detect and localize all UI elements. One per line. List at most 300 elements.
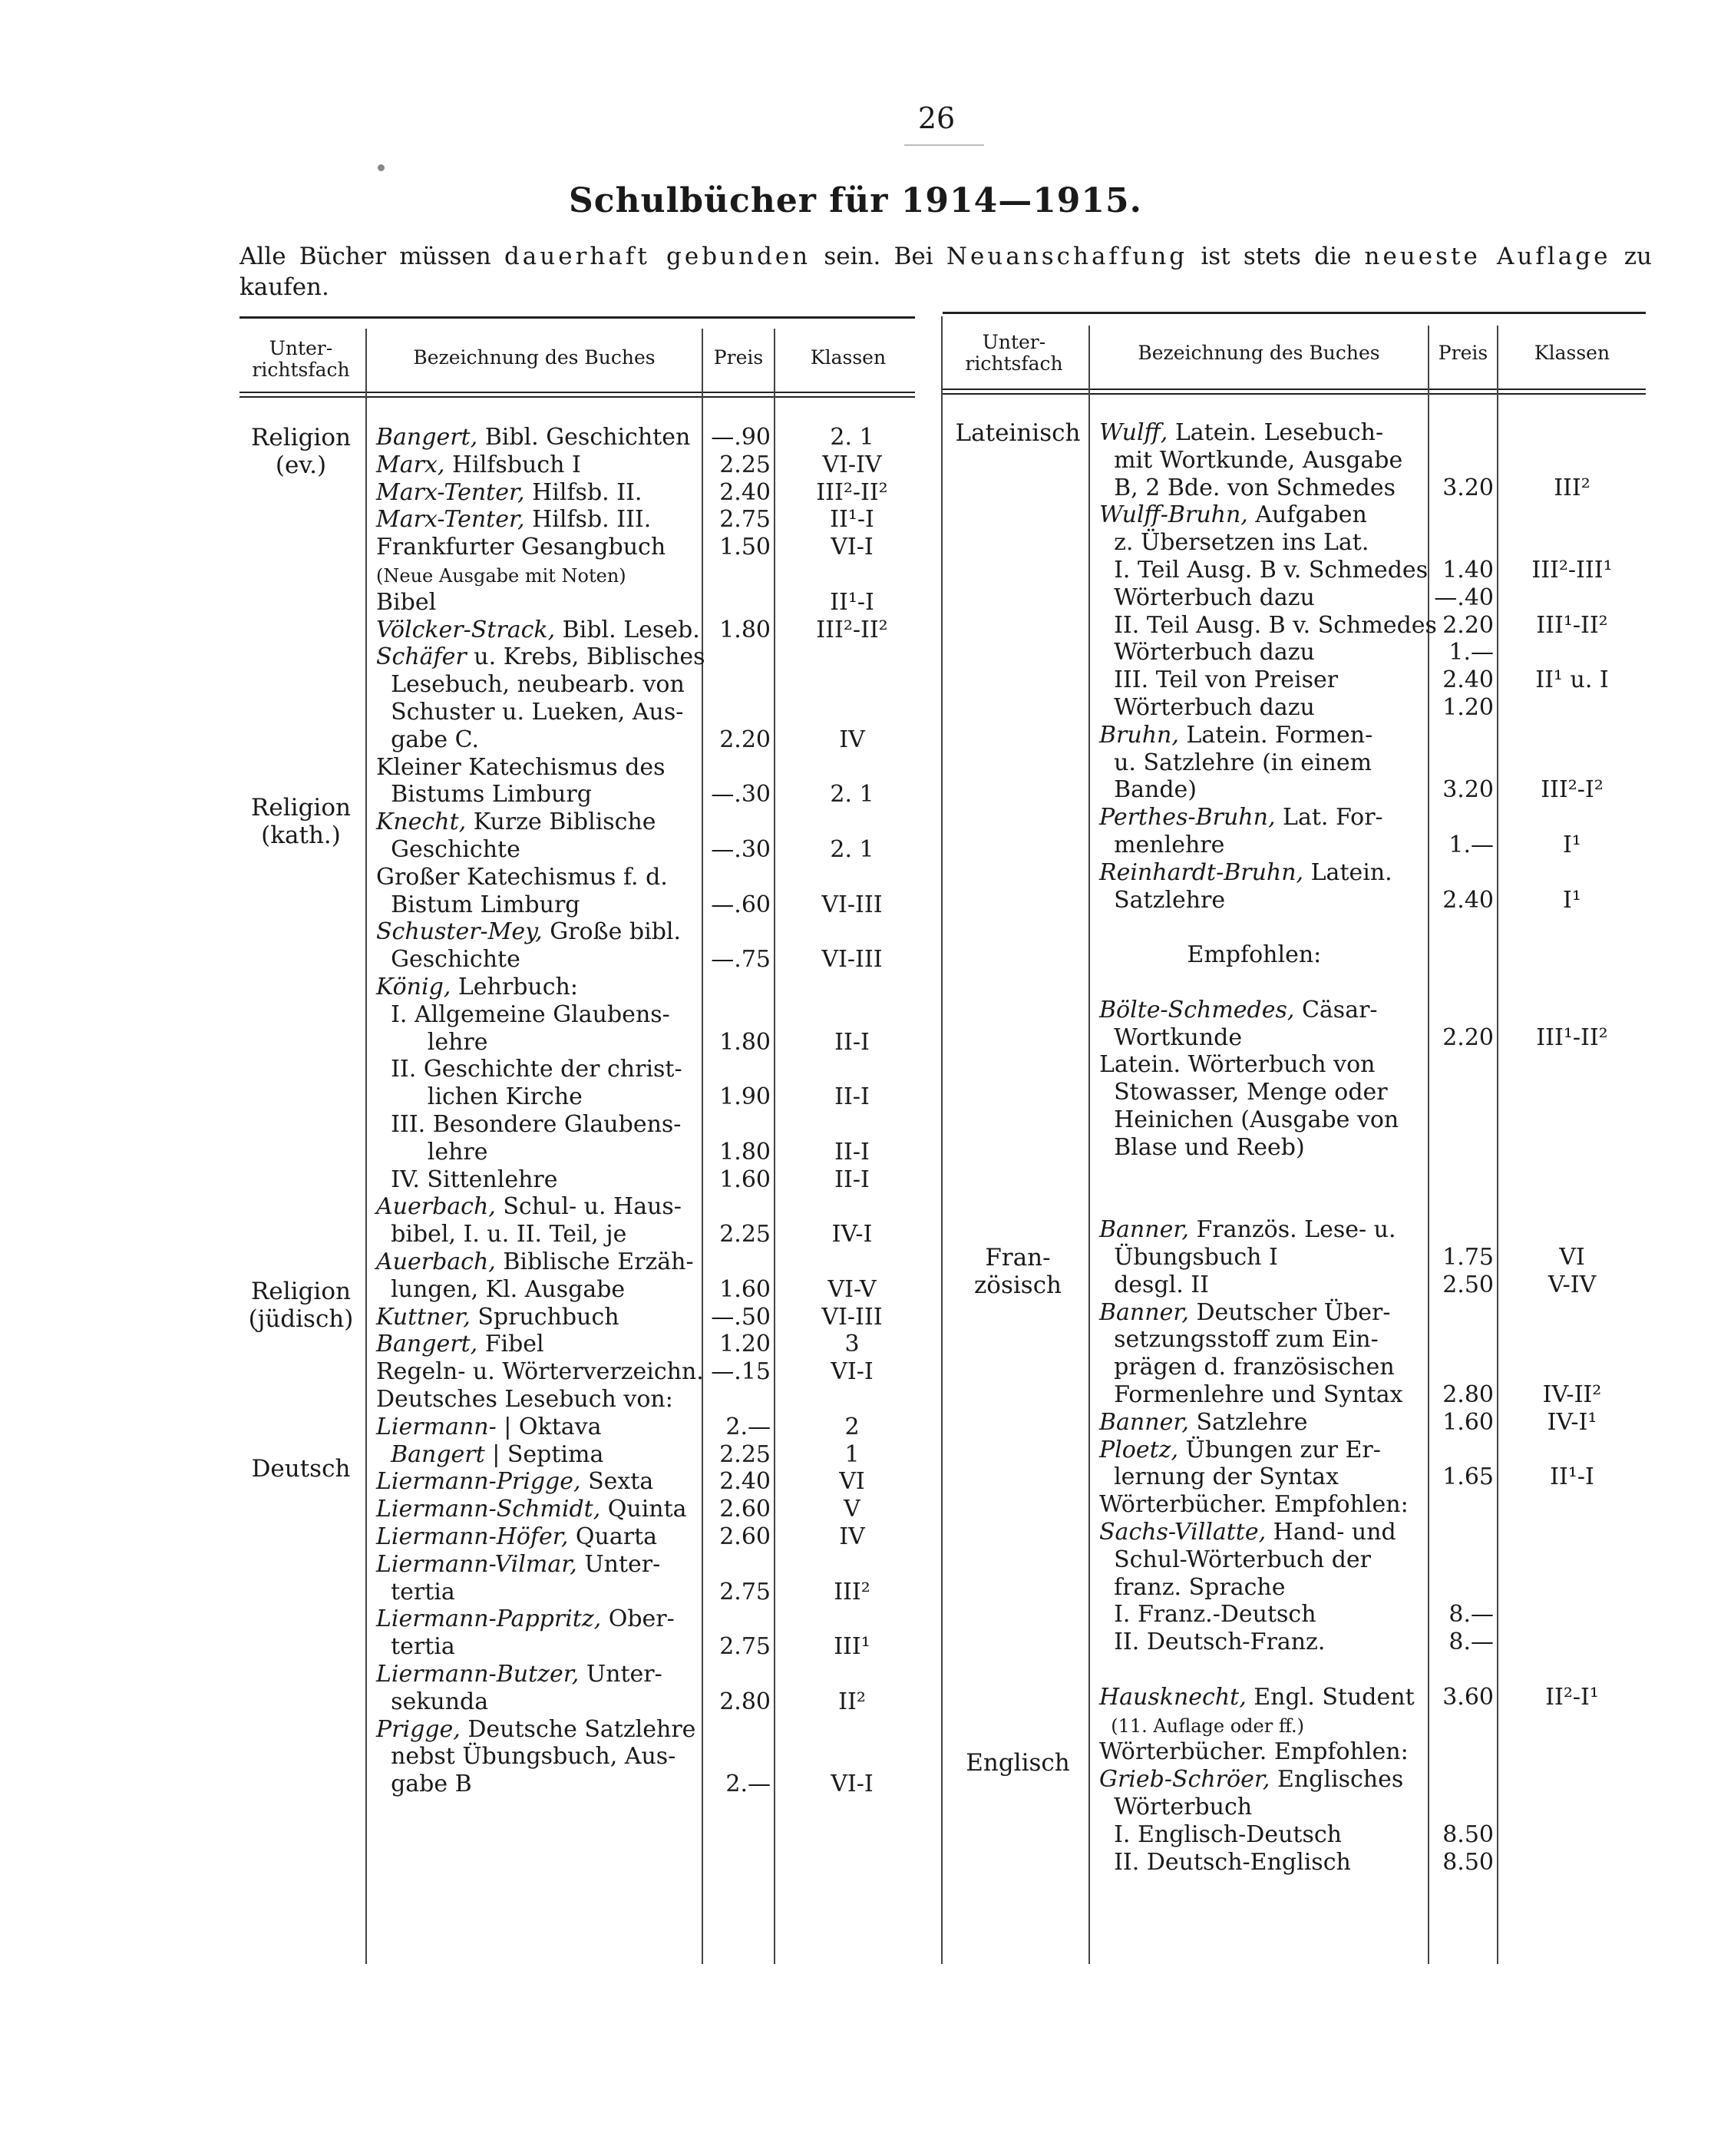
price: 3.20 bbox=[1442, 776, 1494, 804]
author-name: Bölte-Schmedes, bbox=[1099, 996, 1295, 1023]
header-subject: Unter- richtsfach bbox=[252, 337, 350, 381]
book-title bbox=[1099, 832, 1428, 859]
book-text: Ober- bbox=[601, 1605, 675, 1633]
book-text: Wörterbuch dazu bbox=[1099, 639, 1315, 666]
price: 1.— bbox=[1448, 832, 1494, 858]
book-text: III. Besondere Glaubens- bbox=[376, 1111, 682, 1138]
header-price: Preis bbox=[713, 346, 764, 369]
author-name: Prigge, bbox=[376, 1715, 461, 1743]
book-text: Bistum Limburg bbox=[376, 891, 580, 918]
classes: VI-I bbox=[831, 534, 874, 561]
subject-label: Religion (ev.) bbox=[251, 424, 351, 479]
speck bbox=[378, 164, 385, 171]
book-text: Übungsbuch I bbox=[1099, 1244, 1278, 1271]
price: —.15 bbox=[711, 1358, 771, 1386]
price: 1.40 bbox=[1442, 557, 1494, 584]
book-title bbox=[1099, 1216, 1428, 1244]
left-table-header-rule bbox=[239, 396, 915, 398]
book-text: Unter- bbox=[576, 1550, 661, 1578]
price: 2.60 bbox=[719, 1496, 771, 1523]
price: 2.25 bbox=[719, 1440, 771, 1468]
author-name: Marx-Tenter, bbox=[376, 478, 525, 506]
book-text: tertia bbox=[376, 1578, 455, 1605]
book-text: Unter- bbox=[579, 1661, 662, 1688]
book-title bbox=[1099, 475, 1428, 502]
book-title bbox=[1099, 887, 1428, 914]
book-title bbox=[376, 451, 702, 479]
classes: II¹-I bbox=[1550, 1463, 1594, 1491]
price: 2.20 bbox=[719, 726, 771, 753]
book-title bbox=[1099, 1299, 1428, 1327]
price: 2.40 bbox=[719, 1468, 771, 1496]
book-text: Englisches bbox=[1270, 1766, 1404, 1794]
classes: III² bbox=[834, 1578, 870, 1605]
book-text: Geschichte bbox=[376, 946, 520, 974]
book-text: Lat. For- bbox=[1275, 804, 1383, 832]
book-title bbox=[1099, 1463, 1428, 1491]
price: 2.25 bbox=[719, 451, 771, 478]
book-title bbox=[376, 1688, 702, 1716]
price: 2.40 bbox=[1442, 886, 1494, 914]
book-title bbox=[376, 781, 702, 808]
classes: VI-III bbox=[821, 891, 883, 918]
book-title bbox=[376, 1414, 702, 1441]
book-text: Aufgaben bbox=[1247, 501, 1367, 529]
header-price: Preis bbox=[1438, 342, 1488, 364]
book-title bbox=[1099, 1546, 1428, 1574]
book-text: II. Deutsch-Franz. bbox=[1099, 1629, 1326, 1656]
price: 1.— bbox=[1448, 639, 1494, 666]
price: 3.60 bbox=[1442, 1683, 1494, 1711]
book-title bbox=[376, 1716, 702, 1744]
book-text: menlehre bbox=[1099, 832, 1225, 858]
book-title bbox=[376, 891, 702, 919]
book-text: Deutsche Satzlehre bbox=[460, 1715, 696, 1743]
book-text: Wörterbuch dazu bbox=[1099, 584, 1315, 611]
classes: 2. 1 bbox=[830, 424, 874, 451]
book-text: Lehrbuch: bbox=[451, 974, 578, 1000]
price: 1.60 bbox=[719, 1275, 771, 1303]
book-title bbox=[1099, 1134, 1428, 1162]
price: 1.80 bbox=[719, 1138, 771, 1166]
author-name: Banner, bbox=[1099, 1216, 1189, 1244]
intro-paragraph bbox=[239, 241, 1652, 303]
header-book: Bezeichnung des Buches bbox=[413, 346, 656, 369]
classes: 2. 1 bbox=[830, 781, 874, 808]
book-text: Schul- u. Haus- bbox=[495, 1193, 682, 1221]
intro-text: sein. Bei bbox=[811, 243, 946, 270]
classes: II² bbox=[838, 1688, 866, 1715]
book-title bbox=[1099, 1409, 1428, 1437]
book-title bbox=[376, 1661, 702, 1688]
book-text: Sexta bbox=[580, 1468, 654, 1496]
book-title bbox=[1099, 1684, 1428, 1711]
book-title bbox=[1099, 1024, 1428, 1052]
book-title bbox=[376, 561, 702, 590]
book-text: Übungen zur Er- bbox=[1178, 1436, 1381, 1463]
book-title bbox=[1099, 1271, 1428, 1299]
book-title bbox=[1099, 941, 1428, 969]
subject-label: Religion (jüdisch) bbox=[248, 1278, 354, 1333]
book-text: II. Teil Ausg. B v. Schmedes bbox=[1099, 611, 1437, 639]
classes: VI-III bbox=[821, 946, 883, 974]
book-title bbox=[1099, 859, 1428, 887]
book-text: z. Übersetzen ins Lat. bbox=[1099, 529, 1369, 557]
book-title bbox=[376, 1771, 702, 1798]
author-name: Ploetz, bbox=[1099, 1436, 1178, 1463]
book-text: Satzlehre bbox=[1099, 886, 1226, 914]
book-text: Hand- und bbox=[1266, 1519, 1396, 1546]
book-text: Spruchbuch bbox=[470, 1303, 619, 1331]
book-title bbox=[376, 534, 702, 561]
price: 8.50 bbox=[1442, 1848, 1494, 1876]
intro-emph: neueste Auflage bbox=[1364, 243, 1611, 270]
book-text: Bibl. Leseb. bbox=[555, 616, 700, 643]
book-title bbox=[376, 726, 702, 754]
book-text: Cäsar- bbox=[1294, 996, 1378, 1023]
book-title bbox=[1099, 501, 1428, 529]
right-table-header-rule bbox=[943, 393, 1646, 395]
classes: IV bbox=[839, 1523, 865, 1550]
book-text: Lesebuch, neubearb. von bbox=[376, 671, 685, 699]
classes: 2 bbox=[844, 1413, 860, 1440]
classes: IV-I¹ bbox=[1547, 1408, 1597, 1436]
book-title bbox=[376, 808, 702, 836]
right-col-divider bbox=[1088, 326, 1090, 1964]
book-text: Geschichte bbox=[376, 836, 520, 863]
price: —.60 bbox=[711, 891, 771, 918]
book-text: Kleiner Katechismus des bbox=[376, 753, 666, 781]
author-name: Banner, bbox=[1099, 1298, 1189, 1326]
classes: III² bbox=[1554, 474, 1590, 501]
book-text: Hilfsb. III. bbox=[524, 506, 652, 534]
book-title bbox=[376, 617, 702, 644]
left-table-header-rule bbox=[239, 392, 915, 393]
book-text: II. Geschichte der christ- bbox=[376, 1056, 682, 1083]
book-title bbox=[1099, 1629, 1428, 1656]
left-table-top-rule bbox=[239, 316, 915, 319]
classes: VI bbox=[1559, 1244, 1585, 1271]
book-text: Große bibl. bbox=[542, 918, 682, 946]
book-title bbox=[376, 918, 702, 946]
book-text: Wörterbuch bbox=[1099, 1794, 1253, 1820]
classes: II-I bbox=[834, 1166, 870, 1193]
author-name: Wulff-Bruhn, bbox=[1099, 501, 1248, 529]
book-title bbox=[1099, 1849, 1428, 1877]
book-title bbox=[1099, 1738, 1428, 1766]
book-text: Bande) bbox=[1099, 776, 1197, 804]
author-name: Bangert, bbox=[376, 1331, 478, 1358]
author-name: Hausknecht, bbox=[1099, 1683, 1247, 1711]
price: 1.80 bbox=[719, 1028, 771, 1056]
book-text: | Septima bbox=[484, 1440, 604, 1468]
book-text: I. Allgemeine Glaubens- bbox=[376, 1000, 670, 1028]
book-text: Wörterbuch dazu bbox=[1099, 694, 1315, 721]
author-name: Bruhn, bbox=[1099, 721, 1179, 749]
right-table-header-rule bbox=[943, 389, 1646, 390]
book-text: Wörterbücher. Empfohlen: bbox=[1099, 1738, 1409, 1766]
price: 1.60 bbox=[1442, 1408, 1494, 1436]
book-title bbox=[1099, 1079, 1428, 1106]
author-name: Kuttner, bbox=[376, 1303, 471, 1331]
book-title bbox=[1099, 611, 1437, 640]
book-text: Hilfsbuch I bbox=[444, 451, 581, 478]
classes: 2. 1 bbox=[830, 836, 874, 863]
book-title bbox=[1099, 1574, 1428, 1602]
price: 1.80 bbox=[719, 616, 771, 643]
book-title bbox=[376, 1496, 702, 1523]
author-name: Liermann-Butzer, bbox=[376, 1661, 580, 1688]
author-name: Schäfer bbox=[376, 643, 467, 671]
price: 2.40 bbox=[1442, 666, 1494, 694]
book-title bbox=[376, 1083, 702, 1111]
book-title bbox=[376, 974, 702, 1001]
classes: II¹-I bbox=[830, 506, 874, 534]
book-title bbox=[376, 1551, 702, 1579]
author-name: Reinhardt-Bruhn, bbox=[1099, 858, 1304, 886]
book-text: I. Franz.-Deutsch bbox=[1099, 1601, 1316, 1629]
classes: II¹-I bbox=[830, 588, 874, 616]
classes: II¹ u. I bbox=[1535, 666, 1609, 694]
book-text: Hilfsb. II. bbox=[524, 478, 642, 506]
book-title bbox=[1099, 1766, 1428, 1794]
book-text: (11. Auflage oder ff.) bbox=[1099, 1715, 1305, 1737]
header-classes: Klassen bbox=[810, 346, 887, 369]
book-text: gabe B bbox=[376, 1771, 472, 1798]
book-text: lungen, Kl. Ausgabe bbox=[376, 1275, 626, 1303]
classes: V-IV bbox=[1547, 1271, 1597, 1298]
book-text: Wörterbücher. Empfohlen: bbox=[1099, 1491, 1409, 1519]
book-title bbox=[376, 643, 705, 671]
author-name: Sachs-Villatte, bbox=[1099, 1519, 1267, 1546]
author-name: König, bbox=[376, 974, 451, 1000]
center-divider bbox=[941, 316, 943, 1964]
classes: II-I bbox=[834, 1028, 870, 1056]
price: 1.60 bbox=[719, 1166, 771, 1193]
classes: VI-III bbox=[821, 1303, 883, 1331]
book-text: desgl. II bbox=[1099, 1271, 1209, 1298]
price: 1.50 bbox=[719, 534, 771, 561]
book-title bbox=[376, 1579, 702, 1606]
classes: II-I bbox=[834, 1138, 870, 1166]
book-title bbox=[376, 1193, 702, 1221]
price: 1.20 bbox=[1442, 694, 1494, 721]
book-text: Quinta bbox=[600, 1496, 687, 1523]
book-text: bibel, I. u. II. Teil, je bbox=[376, 1221, 627, 1248]
book-text: lernung der Syntax bbox=[1099, 1463, 1339, 1491]
page-number: 26 bbox=[917, 101, 956, 135]
book-title bbox=[376, 864, 702, 891]
book-text: II. Deutsch-Englisch bbox=[1099, 1848, 1351, 1876]
book-text: Kurze Biblische bbox=[466, 808, 656, 836]
book-text: Deutsches Lesebuch von: bbox=[376, 1386, 673, 1413]
book-text: mit Wortkunde, Ausgabe bbox=[1099, 446, 1403, 474]
price: —.30 bbox=[711, 781, 771, 808]
classes: III¹ bbox=[834, 1633, 870, 1661]
book-title bbox=[1099, 419, 1428, 447]
classes: VI bbox=[839, 1468, 865, 1496]
price: —.75 bbox=[711, 946, 771, 974]
book-title bbox=[376, 1029, 702, 1057]
price: 2.20 bbox=[1442, 611, 1494, 639]
book-title bbox=[1099, 1711, 1428, 1741]
book-title bbox=[376, 1441, 702, 1469]
book-text: Schuster u. Lueken, Aus- bbox=[376, 699, 684, 726]
book-title bbox=[376, 946, 702, 974]
author-name: Knecht, bbox=[376, 808, 467, 836]
price: 2.75 bbox=[719, 506, 771, 534]
author-name: Bangert, bbox=[376, 424, 478, 451]
book-text: Bibl. Geschichten bbox=[477, 424, 691, 451]
price: 2.60 bbox=[719, 1523, 771, 1550]
book-title bbox=[376, 506, 702, 534]
book-title bbox=[1099, 997, 1428, 1024]
book-title bbox=[1099, 1106, 1428, 1134]
book-title bbox=[1099, 666, 1428, 694]
price: —.50 bbox=[711, 1303, 771, 1331]
book-title bbox=[376, 754, 702, 782]
book-title bbox=[1099, 1519, 1428, 1546]
book-text: Bibel bbox=[376, 588, 437, 616]
price: 1.75 bbox=[1442, 1244, 1494, 1271]
classes: III²-II² bbox=[816, 616, 888, 643]
book-title bbox=[376, 836, 702, 864]
price: 2.75 bbox=[719, 1633, 771, 1661]
book-text: IV. Sittenlehre bbox=[376, 1166, 558, 1193]
classes: III¹-II² bbox=[1536, 611, 1608, 639]
book-text: III. Teil von Preiser bbox=[1099, 666, 1339, 694]
book-text: Satzlehre bbox=[1188, 1408, 1308, 1436]
book-title bbox=[376, 1331, 702, 1358]
intro-emph: Neuanschaffung bbox=[946, 243, 1188, 270]
book-title bbox=[376, 1468, 702, 1496]
classes: IV bbox=[839, 726, 865, 753]
book-text: Bistums Limburg bbox=[376, 781, 592, 808]
book-title bbox=[1099, 1051, 1428, 1079]
book-title bbox=[376, 424, 702, 451]
subject-label: Religion (kath.) bbox=[251, 794, 351, 849]
classes: 3 bbox=[844, 1331, 860, 1358]
book-text: franz. Sprache bbox=[1099, 1573, 1286, 1601]
classes: VI-I bbox=[831, 1358, 874, 1386]
classes: II-I bbox=[834, 1083, 870, 1111]
book-title bbox=[376, 1358, 702, 1386]
left-col-divider bbox=[365, 329, 367, 1964]
book-text: Latein. Lesebuch- bbox=[1168, 419, 1384, 446]
price: 1.20 bbox=[719, 1331, 771, 1358]
price: 2.80 bbox=[719, 1688, 771, 1715]
classes: III²-I² bbox=[1541, 776, 1604, 804]
book-text: (Neue Ausgabe mit Noten) bbox=[376, 565, 626, 587]
book-text: sekunda bbox=[376, 1688, 489, 1715]
book-title bbox=[376, 1743, 702, 1771]
page-title: Schulbücher für 1914—1915. bbox=[569, 181, 1142, 220]
author-name: Liermann-Prigge, bbox=[376, 1468, 581, 1496]
book-title bbox=[1099, 694, 1428, 722]
subject-label: Deutsch bbox=[251, 1455, 351, 1483]
book-title bbox=[376, 1111, 702, 1139]
book-text: tertia bbox=[376, 1633, 455, 1661]
price: —.90 bbox=[711, 424, 771, 451]
book-title bbox=[376, 1248, 702, 1276]
intro-text: zu kaufen. bbox=[239, 243, 1652, 301]
price: 2.— bbox=[725, 1413, 771, 1440]
price: 2.— bbox=[725, 1771, 771, 1798]
book-text: Biblische Erzäh- bbox=[495, 1248, 694, 1275]
book-title bbox=[1099, 1437, 1428, 1464]
book-text: I. Englisch-Deutsch bbox=[1099, 1820, 1342, 1848]
author-name: Wulff, bbox=[1099, 419, 1168, 446]
book-title bbox=[1099, 447, 1428, 475]
book-text: Empfohlen: bbox=[1099, 941, 1322, 969]
book-text: B, 2 Bde. von Schmedes bbox=[1099, 474, 1396, 501]
subject-label: Lateinisch bbox=[955, 419, 1081, 447]
book-title bbox=[376, 699, 702, 726]
book-title bbox=[1099, 749, 1428, 777]
author-name: Auerbach, bbox=[376, 1248, 496, 1275]
classes: V bbox=[844, 1496, 860, 1523]
book-title bbox=[376, 1139, 702, 1166]
classes: III²-II² bbox=[816, 478, 888, 506]
author-name: Marx, bbox=[376, 451, 445, 478]
book-title bbox=[376, 1056, 702, 1083]
book-title bbox=[376, 1386, 702, 1414]
book-title bbox=[1099, 1601, 1428, 1629]
book-text: gabe C. bbox=[376, 726, 480, 753]
book-text: Regeln- u. Wörterverzeichn. bbox=[376, 1358, 704, 1386]
author-name: Liermann-Höfer, bbox=[376, 1523, 569, 1550]
book-text: Stowasser, Menge oder bbox=[1099, 1079, 1388, 1106]
classes: 1 bbox=[844, 1440, 860, 1468]
price: 8.— bbox=[1448, 1601, 1494, 1629]
book-title bbox=[376, 589, 702, 617]
book-text: Engl. Student bbox=[1246, 1683, 1415, 1711]
intro-emph: dauerhaft gebunden bbox=[504, 243, 811, 270]
intro-text: Alle Bücher müssen bbox=[239, 243, 504, 270]
classes: VI-IV bbox=[822, 451, 882, 478]
price: —.30 bbox=[711, 836, 771, 863]
classes: III²-III¹ bbox=[1531, 557, 1613, 584]
book-text: Formenlehre und Syntax bbox=[1099, 1381, 1403, 1408]
subject-label: Englisch bbox=[966, 1749, 1070, 1777]
classes: VI-I bbox=[831, 1771, 874, 1798]
book-title bbox=[376, 1221, 702, 1248]
author-name: Marx-Tenter, bbox=[376, 506, 525, 534]
book-title bbox=[376, 1304, 702, 1331]
book-text: Fibel bbox=[477, 1331, 544, 1358]
book-text: setzungsstoff zum Ein- bbox=[1099, 1326, 1379, 1354]
book-text: Großer Katechismus f. d. bbox=[376, 863, 668, 891]
author-name: Liermann-Pappritz, bbox=[376, 1605, 602, 1633]
book-title bbox=[1099, 529, 1428, 557]
book-text: prägen d. französischen bbox=[1099, 1354, 1395, 1381]
classes: I¹ bbox=[1563, 886, 1581, 914]
header-subject: Unter- richtsfach bbox=[965, 331, 1063, 375]
author-name: Liermann-Schmidt, bbox=[376, 1496, 601, 1523]
classes: VI-V bbox=[827, 1275, 877, 1303]
book-text: lehre bbox=[376, 1028, 488, 1056]
book-text: Blase und Reeb) bbox=[1099, 1133, 1305, 1161]
book-text: Quarta bbox=[568, 1523, 658, 1550]
book-text: u. Satzlehre (in einem bbox=[1099, 749, 1372, 776]
author-name: Völcker-Strack, bbox=[376, 616, 556, 643]
price: 2.75 bbox=[719, 1578, 771, 1605]
price: 2.50 bbox=[1442, 1271, 1494, 1298]
price: 8.50 bbox=[1442, 1820, 1494, 1848]
book-title bbox=[1099, 1326, 1428, 1354]
book-title bbox=[1099, 1354, 1428, 1381]
book-title bbox=[1099, 804, 1428, 832]
